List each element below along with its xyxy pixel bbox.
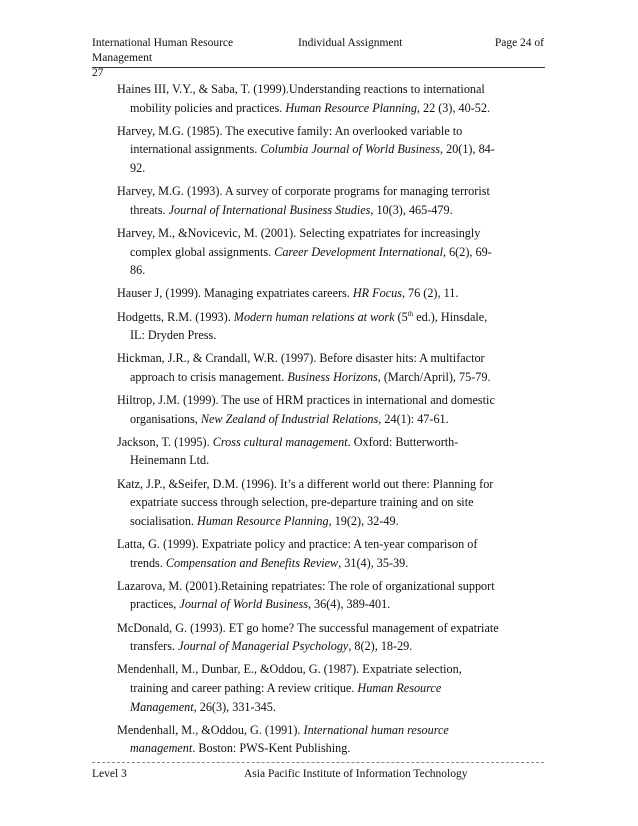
reference-list [117, 80, 502, 763]
reference-text: Hickman, J.R., & Crandall, W.R. (1997). Before disaster hits: A multifactor approach to crisis management. [117, 351, 485, 384]
reference-entry [117, 721, 502, 758]
reference-details: , 10(3), 465-479. [370, 202, 453, 217]
reference-entry [117, 80, 502, 117]
reference-entry [117, 284, 502, 303]
reference-details: , 26(3), 331-345. [193, 699, 276, 714]
reference-details: , 8(2), 18-29. [348, 639, 413, 654]
reference-source-title: Cross cultural management [212, 434, 348, 449]
reference-source-title: Journal of Managerial Psychology [178, 639, 349, 654]
reference-details: , 31(4), 35-39. [338, 555, 409, 570]
header-assignment: Individual Assignment [298, 37, 403, 49]
reference-text: Jackson, T. (1995). [117, 434, 213, 449]
reference-details: , 20(1), 84-92. [130, 142, 495, 175]
reference-text: Latta, G. (1999). Expatriate policy and practice: A ten-year comparison of trends. [117, 537, 478, 570]
reference-entry [117, 619, 502, 656]
reference-source-title: Human Resource Management [130, 680, 442, 714]
footer-level: Level 3 [92, 768, 127, 780]
reference-source-title: Business Horizons [287, 369, 378, 384]
reference-details: , 36(4), 389-401. [307, 597, 391, 612]
reference-text: Hauser J, (1999). Managing expatriates careers. [117, 286, 353, 301]
reference-text: Harvey, M.G. (1993). A survey of corporate programs for managing terrorist threats. [117, 184, 490, 217]
reference-details: , 19(2), 32-49. [328, 513, 399, 528]
reference-details: , 76 (2), 11. [401, 286, 459, 301]
reference-source-title: Human Resource Planning [197, 513, 329, 528]
header-page-total: 27 [92, 67, 104, 79]
reference-entry [117, 535, 502, 572]
reference-text: Harvey, M., &Novicevic, M. (2001). Selecting expatriates for increasingly complex global assignments. [117, 225, 481, 259]
reference-source-title: Compensation and Benefits Review [165, 555, 339, 570]
footer-divider [92, 762, 544, 763]
reference-entry [117, 660, 502, 716]
reference-text: Hodgetts, R.M. (1993). [117, 309, 234, 324]
reference-source-title: Journal of World Business [179, 597, 308, 612]
reference-source-title: Modern human relations at work [233, 309, 395, 324]
reference-entry [117, 577, 502, 614]
reference-details: . Boston: PWS-Kent Publishing. [192, 741, 351, 756]
reference-entry [117, 122, 502, 178]
reference-source-title: Columbia Journal of World Business [260, 142, 440, 157]
reference-source-title: New Zealand of Industrial Relations [200, 411, 379, 426]
reference-entry [117, 433, 502, 470]
header-divider [92, 67, 545, 68]
page-header [92, 36, 544, 81]
reference-source-title: Human Resource Planning [285, 100, 417, 115]
reference-details: , 22 (3), 40-52. [416, 100, 491, 115]
reference-source-title: Journal of International Business Studies [168, 202, 371, 217]
reference-source-title: Career Development International [274, 244, 443, 259]
reference-details: . Oxford: Butterworth-Heinemann Ltd. [130, 434, 459, 468]
reference-source-title: International human resource management [130, 722, 449, 756]
reference-text: Mendenhall, M., Dunbar, E., &Oddou, G. (1987). Expatriate selection, training and career pathing: A review critique. [117, 662, 462, 695]
reference-details: , 24(1): 47-61. [378, 411, 449, 426]
reference-text: Lazarova, M. (2001).Retaining repatriates: The role of organizational support practices, [117, 578, 495, 612]
header-course-title: International Human Resource Management [92, 37, 234, 64]
header-page-label: Page 24 of [494, 37, 544, 49]
reference-details-cont: ed.), Hinsdale, IL: Dryden Press. [130, 309, 488, 343]
reference-text: Katz, J.P., &Seifer, D.M. (1996). It’s a different world out there: Planning for expatriate success through selection, pre-departure training and on site socialisation. [117, 476, 494, 528]
reference-entry [117, 475, 502, 531]
reference-entry [117, 182, 502, 219]
reference-text: Mendenhall, M., &Oddou, G. (1991). [117, 722, 304, 737]
reference-superscript: th [407, 309, 414, 318]
reference-details: , (March/April), 75-79. [377, 369, 491, 384]
reference-text: McDonald, G. (1993). ET go home? The successful management of expatriate transfers. [117, 620, 499, 654]
reference-text: Haines III, V.Y., & Saba, T. (1999).Understanding reactions to international mobility policies and practices. [117, 82, 485, 115]
reference-source-title: HR Focus [352, 286, 402, 301]
footer-institute: Asia Pacific Institute of Information Technology [244, 768, 468, 780]
reference-entry [117, 391, 502, 428]
reference-details: (5 [394, 309, 408, 324]
reference-text: Harvey, M.G. (1985). The executive family: An overlooked variable to international assignments. [117, 123, 463, 157]
reference-entry [117, 349, 502, 386]
reference-details: , 6(2), 69-86. [130, 244, 492, 278]
reference-entry [117, 224, 502, 280]
reference-entry [117, 308, 502, 345]
reference-text: Hiltrop, J.M. (1999). The use of HRM practices in international and domestic organisations, [117, 393, 495, 426]
